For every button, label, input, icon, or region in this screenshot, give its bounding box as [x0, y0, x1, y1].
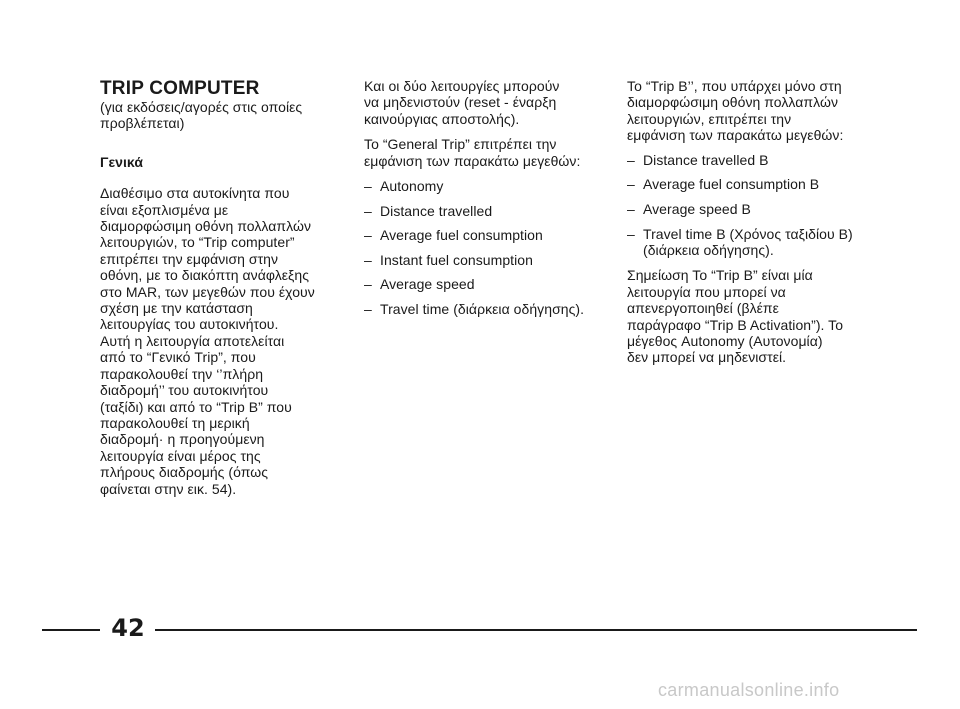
dash-bullet: –: [627, 176, 635, 193]
list-item-text: Average fuel consumption: [380, 227, 543, 244]
page-number: 42: [111, 614, 145, 642]
availability-note: (για εκδόσεις/αγορές στις οποίες προβλέπεται): [100, 99, 303, 132]
footer-rule-right: [155, 629, 917, 631]
trip-b-note: Σημείωση Το “Trip B” είναι μία λειτουργία που μπορεί να απενεργοποιηθεί (βλέπε παράγραφο “Trip B Activation”). Το μέγεθος Autonomy (Αυτονομία) δεν μπορεί να μηδενιστεί.: [627, 267, 844, 366]
list-item-text: Distance travelled: [380, 202, 493, 219]
list-item: [364, 301, 604, 317]
column-middle: [364, 78, 604, 317]
dash-bullet: –: [364, 202, 372, 219]
list-item: [364, 203, 604, 219]
list-item-text: Average fuel consumption B: [643, 176, 820, 193]
dash-bullet: –: [364, 301, 372, 317]
list-item: [627, 176, 877, 192]
dash-bullet: –: [364, 227, 372, 244]
column-right: [627, 78, 877, 366]
dash-bullet: –: [364, 276, 372, 293]
list-item-text: Travel time B (Χρόνος ταξιδίου B) (διάρκεια οδήγησης).: [643, 225, 853, 258]
dash-bullet: –: [364, 251, 372, 268]
dash-bullet: –: [627, 151, 635, 168]
list-item-text: Distance travelled B: [643, 151, 769, 168]
list-item: [627, 152, 877, 168]
list-item: [627, 201, 877, 217]
section-title: TRIP COMPUTER: [100, 78, 260, 99]
column-left: [100, 78, 340, 497]
list-item: [364, 252, 604, 268]
list-item-text: Instant fuel consumption: [380, 251, 533, 268]
list-item-text: Average speed B: [643, 201, 751, 217]
general-trip-paragraph: Το “General Trip” επιτρέπει την εμφάνιση των παρακάτω μεγεθών:: [364, 136, 581, 169]
list-item-text: Average speed: [380, 276, 475, 293]
dash-bullet: –: [364, 178, 372, 195]
watermark: carmanualsonline.info: [658, 680, 840, 700]
general-description: Διαθέσιμο στα αυτοκίνητα που είναι εξοπλισμένα με διαμορφώσιμη οθόνη πολλαπλών λειτουργιών, το “Trip computer” επιτρέπει την εμφάνιση στην οθόνη, με το διακόπτη ανάφλεξης στο MAR, των μεγεθών που έχουν σχέση με την κατάσταση λειτουργίας του αυτοκινήτου. Αυτή η λειτουργία αποτελείται από το “Γενικό Trip”, που παρακολουθεί την ‘’πλήρη διαδρομή’’ του αυτοκινήτου (ταξίδι) και από το “Trip B” που παρακολουθεί τη μερική διαδρομή· η προηγούμενη λειτουργία είναι μέρος της πλήρους διαδρομής (όπως φαίνεται στην εικ. 54).: [100, 185, 315, 497]
dash-bullet: –: [627, 201, 635, 217]
list-item: [364, 227, 604, 243]
trip-b-list: [627, 152, 877, 259]
dash-bullet: –: [627, 225, 635, 242]
reset-paragraph: Και οι δύο λειτουργίες μπορούν να μηδενιστούν (reset - έναρξη καινούργιας αποστολής).: [364, 78, 560, 127]
list-item: [364, 276, 604, 292]
footer-rule-left: [42, 629, 100, 631]
list-item-text: Travel time (διάρκεια οδήγησης).: [380, 301, 585, 317]
general-trip-list: [364, 178, 604, 317]
list-item: [364, 178, 604, 194]
list-item-text: Autonomy: [380, 178, 444, 195]
list-item: [627, 226, 877, 259]
section-heading-general: Γενικά: [100, 153, 143, 170]
trip-b-paragraph: Το “Trip B’’, που υπάρχει μόνο στη διαμορφώσιμη οθόνη πολλαπλών λειτουργιών, επιτρέπει την εμφάνιση των παρακάτω μεγεθών:: [627, 78, 844, 144]
